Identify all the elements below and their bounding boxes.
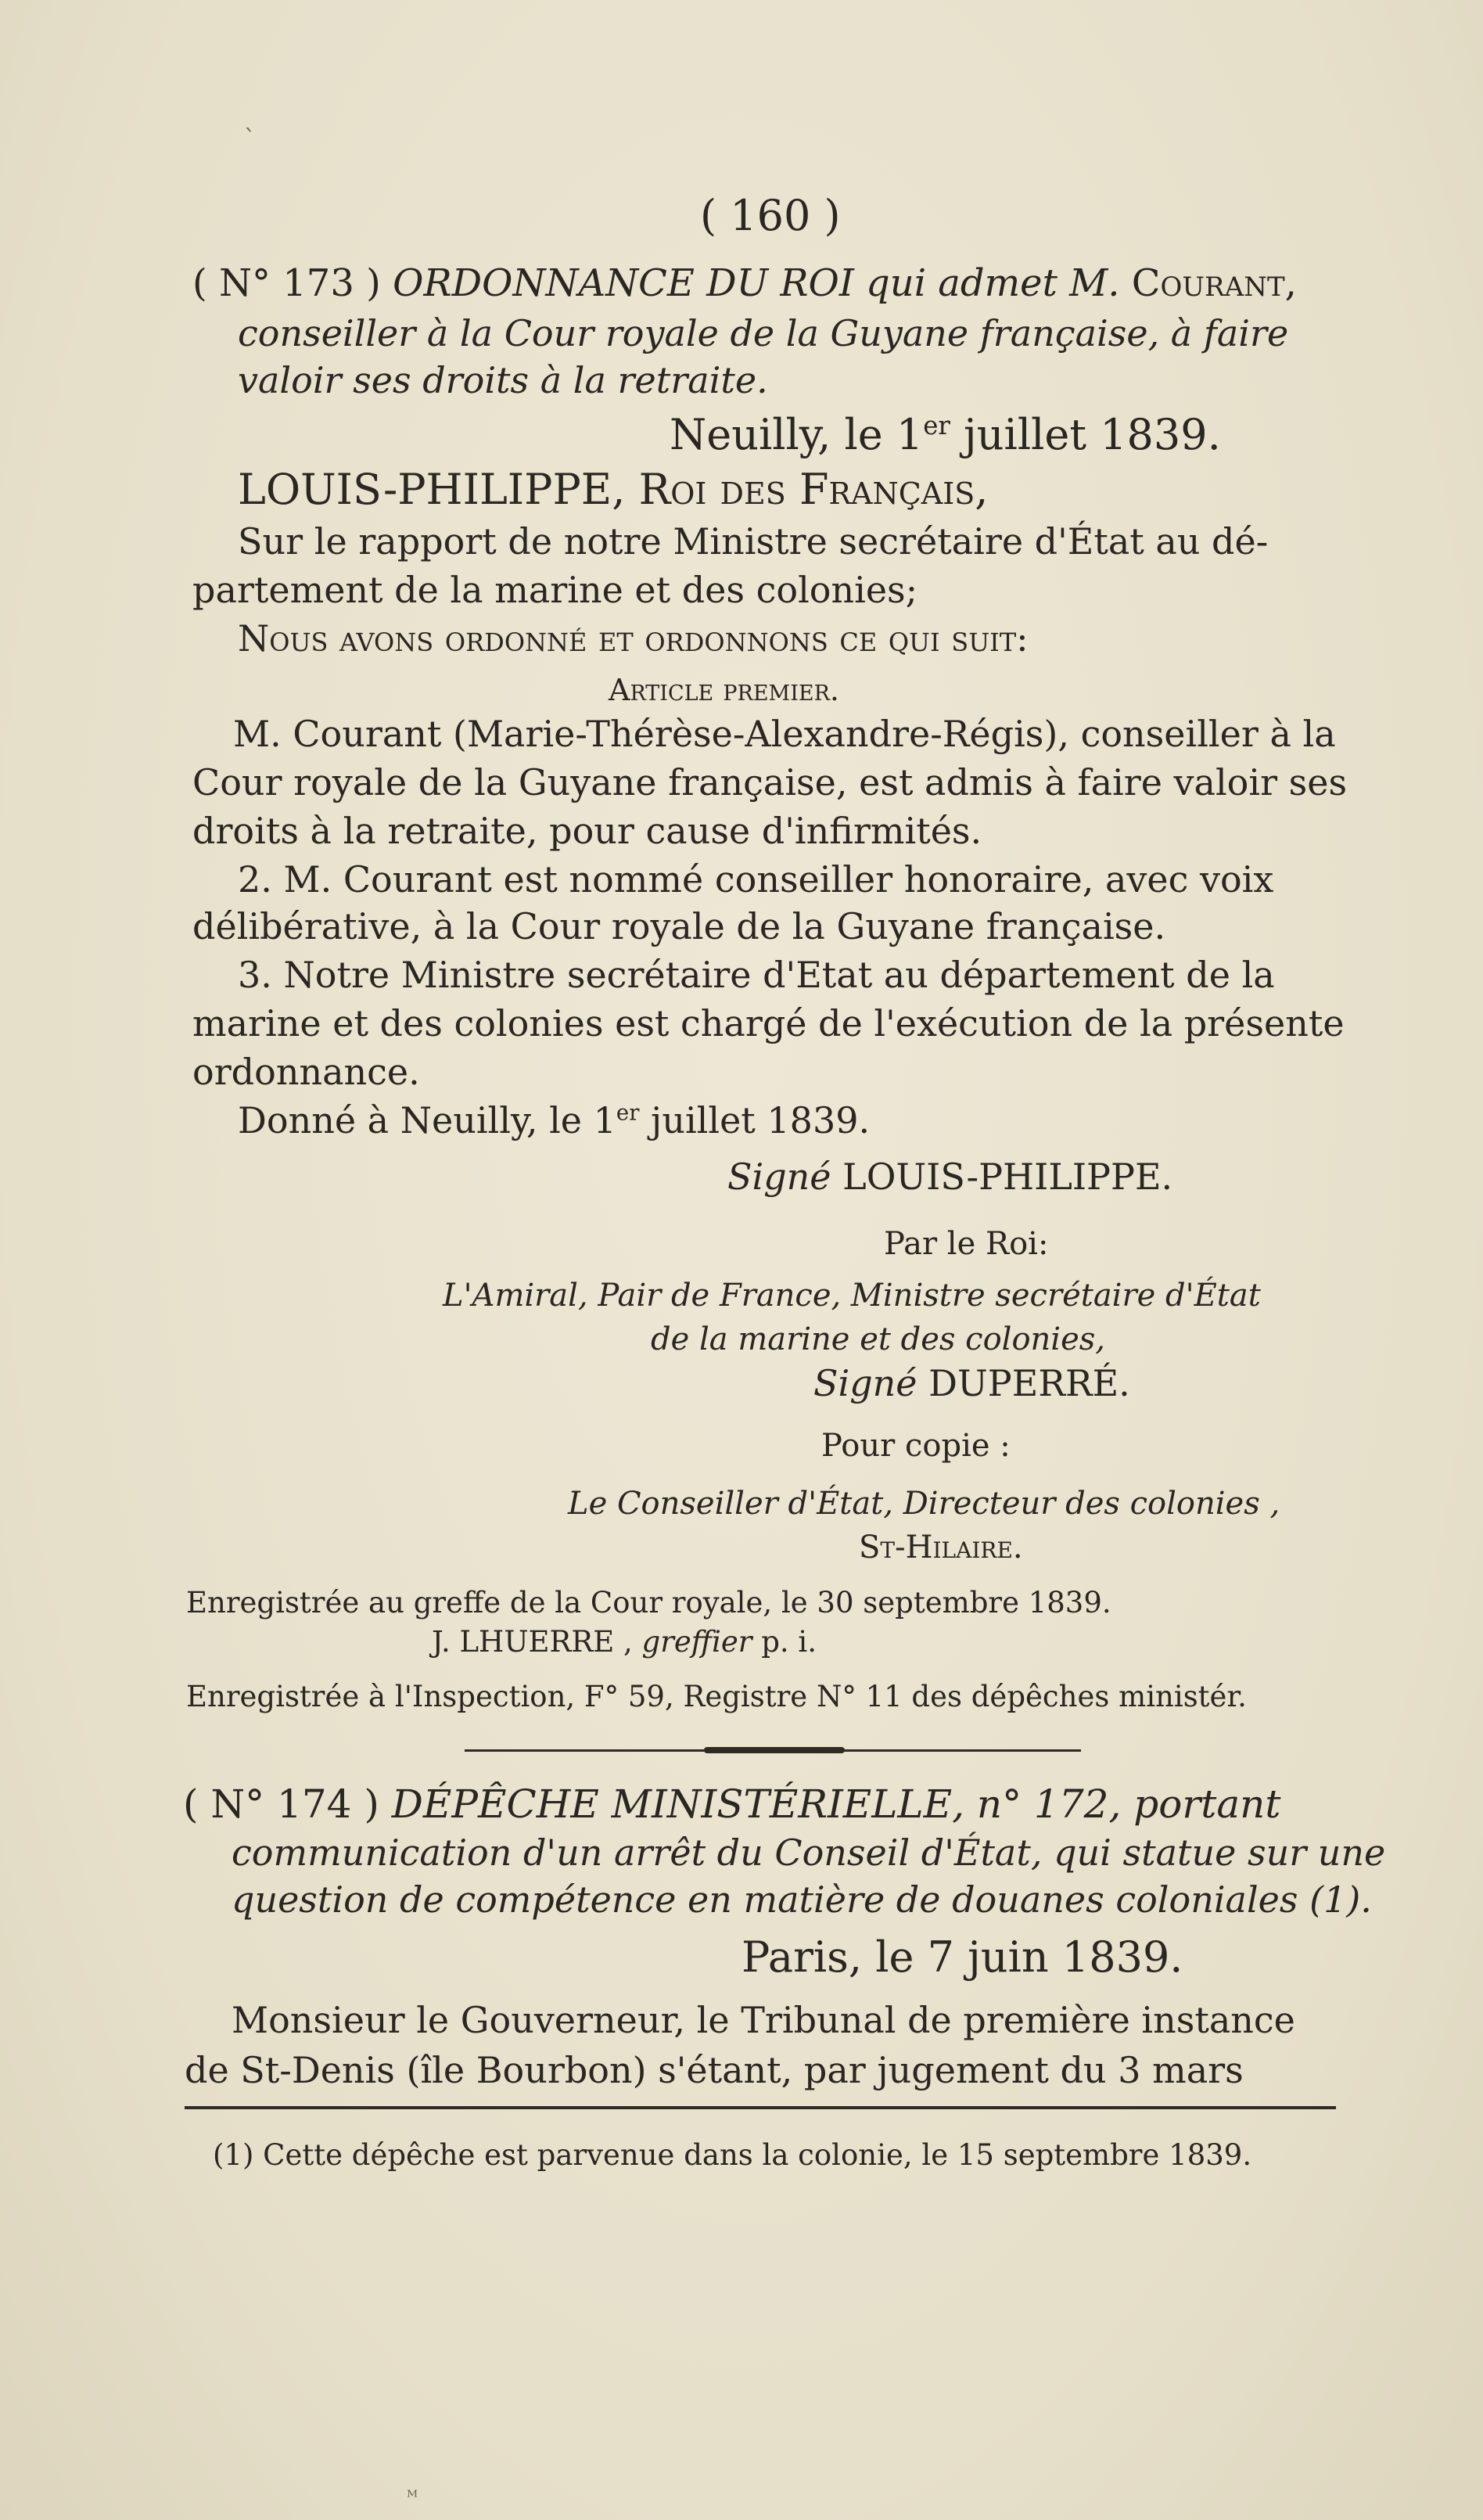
ord173-title-rest: qui admet M. — [866, 261, 1120, 305]
ord173-signed-duperre — [813, 1361, 1130, 1405]
ord173-greffier — [432, 1624, 817, 1660]
ord173-number: ( N° 173 ) — [192, 261, 381, 305]
ord173-given-sup: er — [616, 1099, 640, 1126]
greffier-end: p. i. — [752, 1625, 817, 1659]
signed-word: Signé — [727, 1156, 831, 1198]
ord173-art2-line1: 2. M. Courant est nommé conseiller honoraire, avec voix — [238, 858, 1274, 901]
dep174-body-line2: de St-Denis (île Bourbon) s'étant, par jugement du 3 mars — [185, 2049, 1244, 2091]
ord173-report-line1: Sur le rapport de notre Ministre secrétaire d'État au dé- — [238, 520, 1269, 563]
ord173-title-line3: valoir ses droits à la retraite. — [238, 359, 768, 401]
signed-word-2: Signé — [813, 1362, 917, 1404]
dep174-number: ( N° 174 ) — [183, 1781, 379, 1827]
ord173-given-prefix: Donné à Neuilly, le 1 — [238, 1099, 616, 1141]
ord173-dateline-sup: er — [923, 411, 950, 440]
ord173-title-name: Courant, — [1131, 261, 1297, 305]
footnote-rule — [185, 2106, 1336, 2109]
ord173-st-hilaire: St-Hilaire. — [859, 1530, 1023, 1566]
dep174-body-line1: Monsieur le Gouverneur, le Tribunal de première instance — [232, 1999, 1295, 2041]
ord173-given-suffix: juillet 1839. — [639, 1099, 871, 1141]
ord173-par-le-roi: Par le Roi: — [884, 1226, 1049, 1262]
dep174-title-line3: question de compétence en matière de douanes coloniales (1). — [232, 1878, 1372, 1921]
ord173-given — [238, 1098, 870, 1142]
ord173-king-line — [238, 465, 988, 515]
ord173-title-line1 — [192, 261, 1297, 305]
ord173-admiral-line2: de la marine et des colonies, — [651, 1321, 1105, 1357]
ord173-signed-king — [727, 1155, 1172, 1199]
dep174-title-line2: communication d'un arrêt du Conseil d'État, qui statue sur une — [232, 1832, 1386, 1874]
dep174-title-line1 — [183, 1782, 1280, 1826]
ord173-ordain: Nous avons ordonné et ordonnons ce qui suit: — [238, 617, 1029, 660]
ord173-report-line2: partement de la marine et des colonies; — [192, 569, 918, 611]
ord173-conseiller: Le Conseiller d'État, Directeur des colonies , — [568, 1486, 1280, 1522]
ord173-registration1: Enregistrée au greffe de la Cour royale, le 30 septembre 1839. — [186, 1586, 1111, 1619]
ord173-title-main: ORDONNANCE DU ROI — [393, 261, 854, 305]
ord173-dateline — [670, 410, 1221, 460]
ord173-art3-line3: ordonnance. — [192, 1051, 420, 1093]
signed-duperre-name: DUPERRÉ. — [928, 1362, 1130, 1404]
ord173-art1-line1: M. Courant (Marie-Thérèse-Alexandre-Régis), conseiller à la — [233, 713, 1336, 755]
signed-king-name: LOUIS-PHILIPPE. — [842, 1156, 1173, 1198]
ord173-article-heading: Article premier. — [609, 673, 839, 707]
ord173-king: LOUIS-PHILIPPE, — [238, 465, 639, 514]
dep174-title-rest: , n° 172, portant — [952, 1781, 1281, 1827]
page-number: ( 160 ) — [700, 191, 841, 240]
ord173-art2-line2: délibérative, à la Cour royale de la Guyane française. — [192, 905, 1166, 947]
greffier-word: greffier — [641, 1625, 752, 1659]
section-separator-thick — [704, 1747, 845, 1753]
ord173-pour-copie: Pour copie : — [821, 1428, 1011, 1464]
ord173-art3-line1: 3. Notre Ministre secrétaire d'Etat au département de la — [238, 954, 1275, 996]
page-speck: ˋ — [244, 125, 256, 153]
ord173-art3-line2: marine et des colonies est chargé de l'exécution de la présente — [192, 1002, 1345, 1044]
ord173-dateline-suffix: juillet 1839. — [950, 410, 1221, 459]
ord173-king-title: Roi des Français, — [638, 465, 989, 514]
ord173-registration2: Enregistrée à l'Inspection, F° 59, Registre N° 11 des dépêches ministér. — [186, 1680, 1247, 1713]
greffier-name: J. LHUERRE , — [432, 1625, 642, 1659]
ord173-art1-line3: droits à la retraite, pour cause d'infirmités. — [192, 810, 982, 852]
ord173-title-line2: conseiller à la Cour royale de la Guyane française, à faire — [238, 312, 1289, 354]
dep174-title-main: DÉPÊCHE MINISTÉRIELLE — [391, 1781, 953, 1827]
ord173-dateline-prefix: Neuilly, le 1 — [670, 410, 924, 459]
page-speck-bottom: ᴹ — [407, 2488, 418, 2507]
ord173-art1-line2: Cour royale de la Guyane française, est admis à faire valoir ses — [192, 761, 1348, 803]
ord173-admiral-line1: L'Amiral, Pair de France, Ministre secrétaire d'État — [443, 1278, 1261, 1314]
footnote: (1) Cette dépêche est parvenue dans la colonie, le 15 septembre 1839. — [213, 2138, 1252, 2172]
dep174-dateline: Paris, le 7 juin 1839. — [742, 1932, 1183, 1982]
